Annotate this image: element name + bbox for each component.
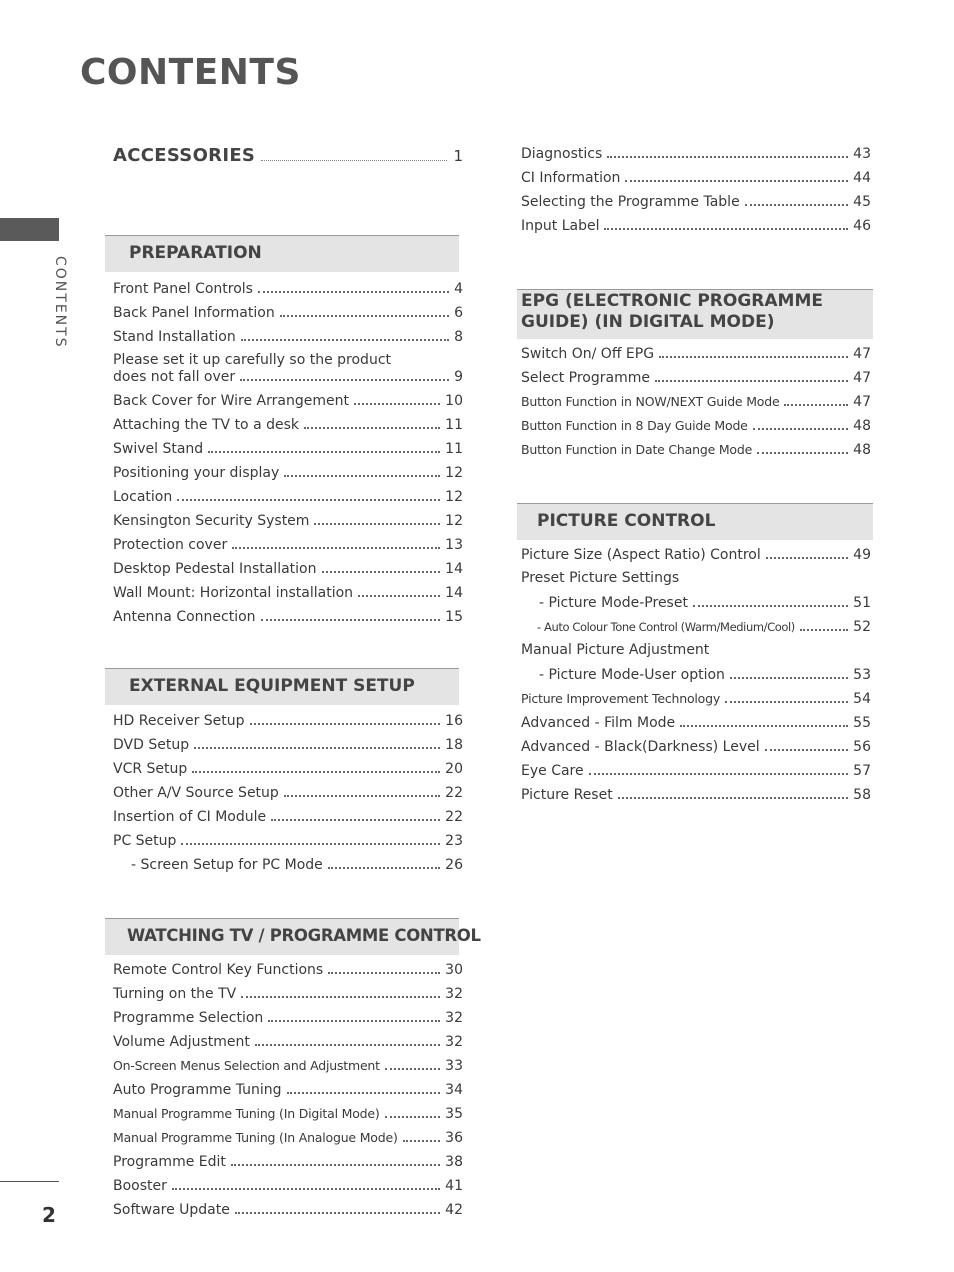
toc-entry[interactable]: [521, 594, 871, 618]
dot-leader: [784, 393, 848, 406]
page-ref: 36: [445, 1130, 463, 1146]
page-ref: 12: [445, 489, 463, 505]
page-ref: 15: [445, 609, 463, 625]
dot-leader: [745, 193, 848, 206]
toc-entry[interactable]: [113, 536, 463, 560]
dot-leader: [268, 1009, 440, 1022]
page-ref: 42: [445, 1202, 463, 1218]
dot-leader: [322, 560, 441, 573]
page-ref: 1: [453, 147, 463, 165]
page-ref: 6: [454, 305, 463, 321]
toc-entry[interactable]: [521, 145, 871, 169]
entry-label: Button Function in 8 Day Guide Mode: [521, 418, 748, 433]
page-ref: 32: [445, 1010, 463, 1026]
toc-entry[interactable]: [521, 369, 871, 393]
page-number: 2: [42, 1203, 56, 1227]
dot-leader: [177, 488, 440, 501]
entry-label: does not fall over: [113, 369, 236, 385]
entry-label: Picture Improvement Technology: [521, 691, 721, 706]
page-ref: 14: [445, 585, 463, 601]
page-ref: 54: [853, 691, 871, 707]
section-preparation: [105, 235, 459, 272]
toc-entry[interactable]: [113, 784, 463, 808]
dot-leader: [730, 666, 848, 679]
page-ref: 8: [454, 329, 463, 345]
dot-leader: [354, 392, 440, 405]
entry-label: - Screen Setup for PC Mode: [131, 857, 323, 873]
side-label: CONTENTS: [52, 256, 68, 349]
page-ref: 34: [445, 1082, 463, 1098]
toc-entry[interactable]: [113, 1201, 463, 1225]
toc-entry[interactable]: [113, 856, 463, 880]
page-ref: 47: [853, 370, 871, 386]
page-ref: 57: [853, 763, 871, 779]
page-ref: 48: [853, 442, 871, 458]
section-epg: [517, 289, 873, 339]
toc-entry[interactable]: [113, 1057, 463, 1081]
entry-label: Picture Size (Aspect Ratio) Control: [521, 547, 761, 563]
section-title-line1: EPG (ELECTRONIC PROGRAMME: [521, 291, 823, 311]
dot-leader: [765, 738, 849, 751]
toc-entry[interactable]: [113, 760, 463, 784]
toc-entry[interactable]: [521, 714, 871, 738]
section-title: PREPARATION: [129, 243, 262, 263]
toc-list-epg: [521, 345, 871, 465]
toc-entry[interactable]: [113, 280, 463, 304]
dot-leader: [680, 714, 848, 727]
entry-label: Manual Programme Tuning (In Analogue Mode): [113, 1130, 398, 1145]
page-ref: 32: [445, 986, 463, 1002]
dot-leader: [241, 985, 440, 998]
entry-label: Turning on the TV: [113, 986, 237, 1002]
page-ref: 32: [445, 1034, 463, 1050]
dot-leader: [258, 280, 449, 293]
page-ref: 52: [853, 619, 871, 635]
page-ref: 30: [445, 962, 463, 978]
dot-leader: [625, 169, 848, 182]
page-ref: 12: [445, 513, 463, 529]
page-ref: 14: [445, 561, 463, 577]
entry-label: Eye Care: [521, 763, 584, 779]
entry-label: CI Information: [521, 170, 621, 186]
dot-leader: [261, 608, 441, 621]
toc-entry[interactable]: [113, 712, 463, 736]
entry-label: - Auto Colour Tone Control (Warm/Medium/Cool): [537, 620, 795, 634]
section-title: EXTERNAL EQUIPMENT SETUP: [129, 676, 415, 696]
toc-entry[interactable]: [521, 345, 871, 369]
dot-leader: [314, 512, 440, 525]
toc-list-watching-continued: [521, 145, 871, 241]
entry-label: Volume Adjustment: [113, 1034, 250, 1050]
side-tab-marker: [0, 218, 59, 241]
page-ref: 58: [853, 787, 871, 803]
dot-leader: [693, 594, 848, 607]
entry-label: Manual Programme Tuning (In Digital Mode): [113, 1106, 380, 1121]
toc-entry[interactable]: [113, 488, 463, 512]
dot-leader: [385, 1105, 441, 1118]
toc-entry[interactable]: [521, 690, 871, 714]
toc-entry[interactable]: [521, 618, 871, 642]
dot-leader: [235, 1201, 440, 1214]
dot-leader: [604, 217, 848, 230]
dot-leader: [589, 762, 849, 775]
accessories-title: ACCESSORIES: [113, 145, 256, 166]
toc-entry[interactable]: [113, 392, 463, 416]
section-title-line2: GUIDE) (IN DIGITAL MODE): [521, 312, 775, 332]
toc-entry[interactable]: [521, 217, 871, 241]
dot-leader: [232, 536, 440, 549]
dot-leader: [766, 546, 848, 559]
dot-leader: [304, 416, 440, 429]
page-ref: 51: [853, 595, 871, 611]
page-ref: 44: [853, 170, 871, 186]
dot-leader: [280, 304, 449, 317]
toc-entry[interactable]: [521, 666, 871, 690]
page-ref: 41: [445, 1178, 463, 1194]
toc-entry[interactable]: [521, 441, 871, 465]
dot-leader: [284, 784, 440, 797]
dot-leader: [655, 369, 848, 382]
page-ref: 46: [853, 218, 871, 234]
entry-label: Insertion of CI Module: [113, 809, 267, 825]
dot-leader: [328, 856, 440, 869]
entry-label: Desktop Pedestal Installation: [113, 561, 317, 577]
page-ref: 43: [853, 146, 871, 162]
dot-leader: [618, 786, 848, 799]
entry-label: Swivel Stand: [113, 441, 204, 457]
toc-entry[interactable]: [521, 570, 871, 594]
toc-entry[interactable]: [113, 608, 463, 632]
entry-label: - Picture Mode-User option: [539, 667, 725, 683]
toc-list-external: [113, 712, 463, 880]
page-ref: 11: [445, 441, 463, 457]
toc-entry[interactable]: [521, 738, 871, 762]
toc-entry[interactable]: [521, 193, 871, 217]
page-ref: 49: [853, 547, 871, 563]
dot-leader: [659, 345, 848, 358]
page-ref: 22: [445, 785, 463, 801]
toc-entry[interactable]: [521, 546, 871, 570]
dot-leader: [800, 618, 848, 631]
dot-leader: [240, 368, 449, 381]
entry-label: Button Function in NOW/NEXT Guide Mode: [521, 394, 780, 409]
page-ref: 23: [445, 833, 463, 849]
entry-label: DVD Setup: [113, 737, 190, 753]
section-title: WATCHING TV / PROGRAMME CONTROL: [127, 926, 481, 945]
page-ref: 55: [853, 715, 871, 731]
dot-leader: [241, 328, 449, 341]
page-ref: 48: [853, 418, 871, 434]
page-ref: 47: [853, 346, 871, 362]
entry-label: Advanced - Black(Darkness) Level: [521, 739, 760, 755]
page-ref: 12: [445, 465, 463, 481]
dot-leader: [753, 417, 848, 430]
toc-entry[interactable]: [521, 786, 871, 810]
entry-label: Programme Edit: [113, 1154, 226, 1170]
toc-entry[interactable]: [113, 1105, 463, 1129]
dot-leader: [255, 1033, 440, 1046]
dot-leader: [403, 1129, 441, 1142]
entry-label: Remote Control Key Functions: [113, 962, 324, 978]
entry-label: Back Cover for Wire Arrangement: [113, 393, 349, 409]
toc-entry[interactable]: [113, 464, 463, 488]
page-ref: 4: [454, 281, 463, 297]
page-ref: 56: [853, 739, 871, 755]
dot-leader: [172, 1177, 440, 1190]
entry-label: Select Programme: [521, 370, 650, 386]
page-ref: 35: [445, 1106, 463, 1122]
dot-leader: [231, 1153, 440, 1166]
entry-label: Switch On/ Off EPG: [521, 346, 655, 362]
toc-entry[interactable]: [521, 169, 871, 193]
entry-label: Advanced - Film Mode: [521, 715, 676, 731]
entry-label: Positioning your display: [113, 465, 280, 481]
entry-label: VCR Setup: [113, 761, 188, 777]
entry-label: Attaching the TV to a desk: [113, 417, 299, 433]
page-ref: 47: [853, 394, 871, 410]
page-ref: 26: [445, 857, 463, 873]
toc-entry[interactable]: [113, 512, 463, 536]
toc-entry[interactable]: [113, 1009, 463, 1033]
dot-leader: [194, 736, 440, 749]
entry-label: HD Receiver Setup: [113, 713, 245, 729]
entry-label: Booster: [113, 1178, 167, 1194]
dot-leader: [287, 1081, 441, 1094]
entry-label: Software Update: [113, 1202, 230, 1218]
entry-label: Manual Picture Adjustment: [521, 642, 710, 658]
dot-leader: [271, 808, 440, 821]
page-ref: 45: [853, 194, 871, 210]
dot-leader: [385, 1057, 440, 1070]
entry-label: Programme Selection: [113, 1010, 264, 1026]
entry-label: Input Label: [521, 218, 600, 234]
section-title: [521, 291, 823, 333]
page-ref: 38: [445, 1154, 463, 1170]
entry-label: Front Panel Controls: [113, 281, 253, 297]
toc-entry[interactable]: [113, 1177, 463, 1201]
entry-label: Antenna Connection: [113, 609, 256, 625]
dot-leader: [328, 961, 440, 974]
dot-leader: [725, 690, 848, 703]
section-picture-control: [517, 503, 873, 540]
dot-leader: [192, 760, 440, 773]
entry-label: Protection cover: [113, 537, 228, 553]
section-title: PICTURE CONTROL: [537, 511, 716, 531]
entry-label-line1: Please set it up carefully so the product: [113, 352, 392, 368]
entry-label: Selecting the Programme Table: [521, 194, 740, 210]
toc-entry[interactable]: [113, 1033, 463, 1057]
dot-leader: [358, 584, 440, 597]
dot-leader: [607, 145, 848, 158]
toc-entry[interactable]: [521, 417, 871, 441]
footer-rule: [0, 1181, 59, 1182]
dot-leader: [757, 441, 848, 454]
page-ref: 13: [445, 537, 463, 553]
toc-entry[interactable]: [113, 352, 463, 392]
entry-label: Stand Installation: [113, 329, 236, 345]
toc-list-watching: [113, 961, 463, 1225]
entry-label: On-Screen Menus Selection and Adjustment: [113, 1058, 380, 1073]
toc-entry[interactable]: [113, 1081, 463, 1105]
entry-label: Kensington Security System: [113, 513, 310, 529]
page-ref: 18: [445, 737, 463, 753]
entry-label: Preset Picture Settings: [521, 570, 680, 586]
entry-label: - Picture Mode-Preset: [539, 595, 688, 611]
page-ref: 10: [445, 393, 463, 409]
page-ref: 33: [445, 1058, 463, 1074]
page-ref: 20: [445, 761, 463, 777]
toc-entry[interactable]: [113, 1153, 463, 1177]
page-ref: 22: [445, 809, 463, 825]
entry-label: Location: [113, 489, 173, 505]
toc-entry[interactable]: [113, 584, 463, 608]
entry-label: Diagnostics: [521, 146, 603, 162]
toc-entry[interactable]: [521, 642, 871, 666]
toc-list-preparation: [113, 280, 463, 632]
toc-entry[interactable]: [521, 393, 871, 417]
toc-entry[interactable]: [113, 961, 463, 985]
page-title: CONTENTS: [80, 52, 301, 93]
toc-entry[interactable]: [113, 416, 463, 440]
toc-entry[interactable]: [113, 304, 463, 328]
page-ref: 53: [853, 667, 871, 683]
page-ref: 16: [445, 713, 463, 729]
entry-label: Wall Mount: Horizontal installation: [113, 585, 354, 601]
dot-leader: [284, 464, 440, 477]
toc-entry[interactable]: [113, 736, 463, 760]
toc-entry[interactable]: [113, 440, 463, 464]
section-watching-tv: [105, 918, 481, 955]
toc-entry[interactable]: [113, 808, 463, 832]
toc-entry[interactable]: [113, 832, 463, 856]
entry-label: Other A/V Source Setup: [113, 785, 279, 801]
accessories-entry[interactable]: [113, 145, 463, 171]
entry-label: PC Setup: [113, 833, 177, 849]
toc-entry[interactable]: [113, 1129, 463, 1153]
toc-entry[interactable]: [113, 560, 463, 584]
entry-label: Back Panel Information: [113, 305, 275, 321]
toc-entry[interactable]: [521, 762, 871, 786]
dot-leader: [208, 440, 440, 453]
dot-leader: [181, 832, 440, 845]
entry-label: Button Function in Date Change Mode: [521, 442, 753, 457]
page-ref: 9: [454, 369, 463, 385]
toc-entry[interactable]: [113, 328, 463, 352]
dot-leader: [250, 712, 441, 725]
entry-label: Picture Reset: [521, 787, 613, 803]
page-ref: 11: [445, 417, 463, 433]
entry-label: Auto Programme Tuning: [113, 1082, 282, 1098]
toc-list-picture: [521, 546, 871, 810]
toc-entry[interactable]: [113, 985, 463, 1009]
section-external-equipment: [105, 668, 459, 705]
dot-leader: [261, 148, 447, 161]
